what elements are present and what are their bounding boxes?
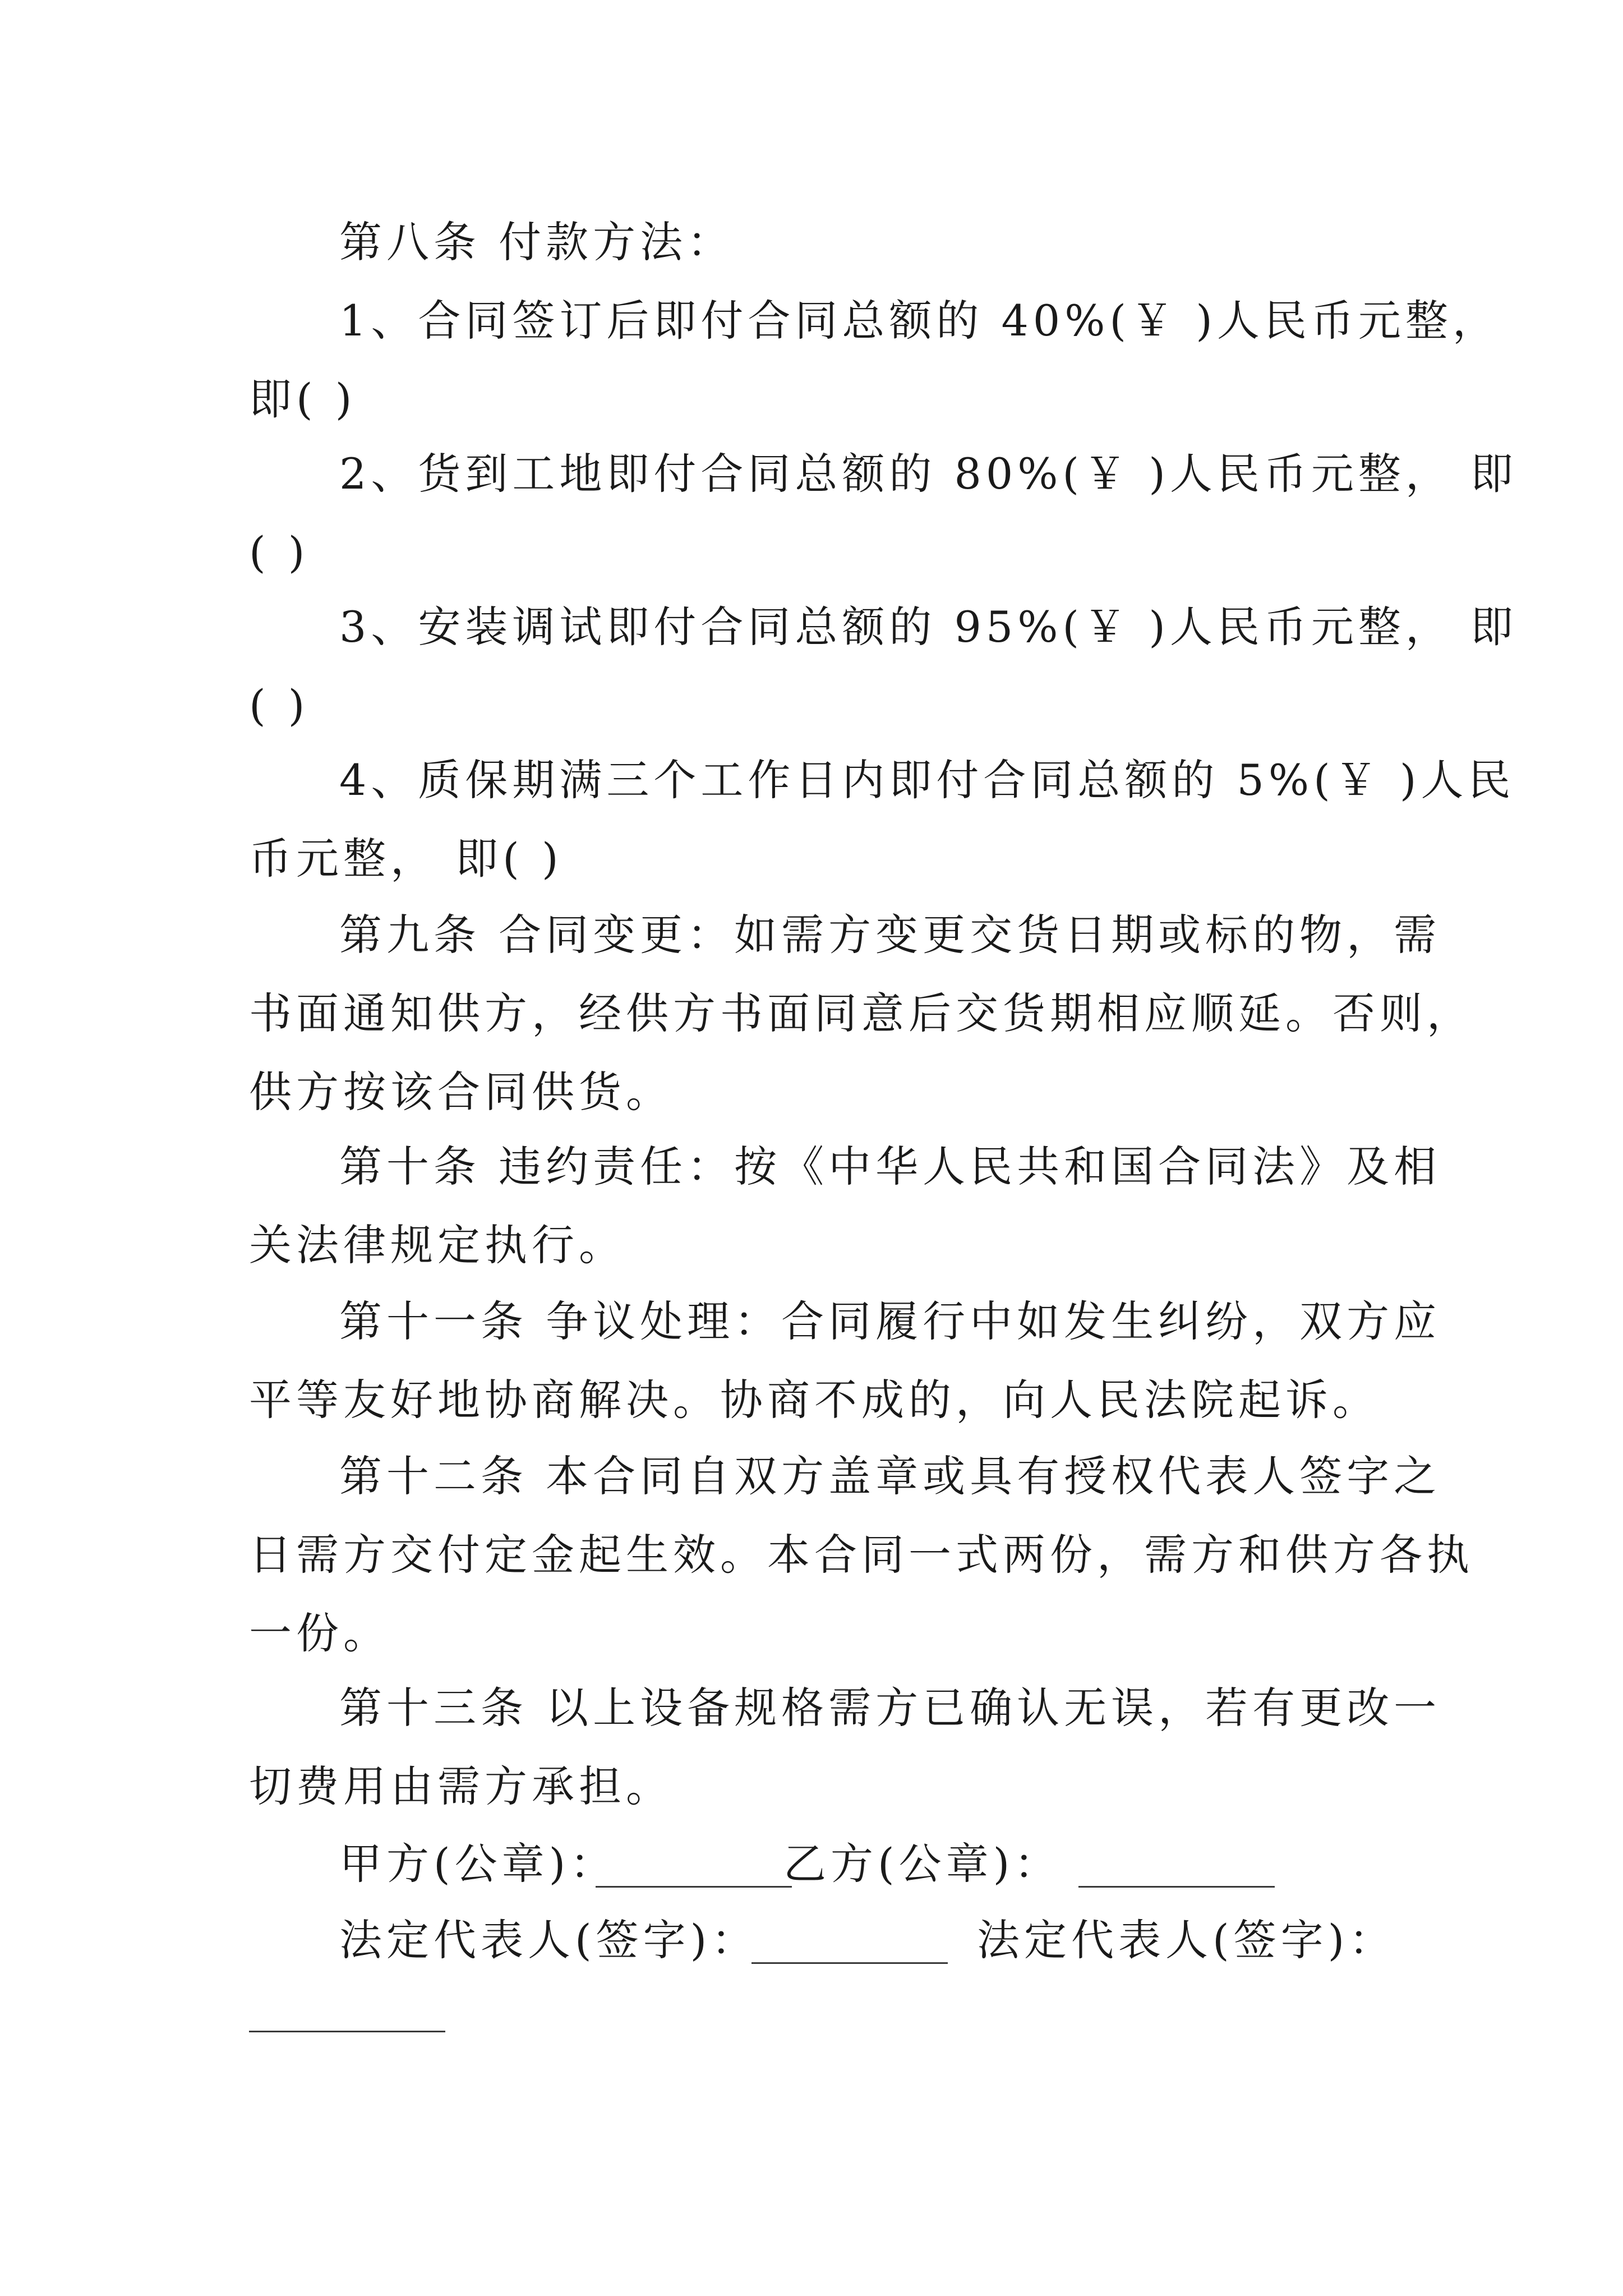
- article-9-cont-2: 供方按该合同供货。: [249, 1067, 673, 1117]
- party-b-seal-blank: [1078, 1886, 1275, 1888]
- article-12: 第十二条 本合同自双方盖章或具有授权代表人签字之: [339, 1451, 1441, 1501]
- party-a-rep-blank: [751, 1962, 948, 1964]
- article-9-cont-1: 书面通知供方，经供方书面同意后交货期相应顺延。否则，: [249, 988, 1474, 1038]
- article-10-cont: 关法律规定执行。: [249, 1220, 626, 1270]
- article-12-cont-1: 日需方交付定金起生效。本合同一式两份，需方和供方各执: [249, 1530, 1474, 1580]
- payment-clause-2: 2、货到工地即付合同总额的 80%(￥ )人民币元整， 即: [339, 449, 1518, 499]
- party-a-seal-label: 甲方(公章)：: [339, 1839, 617, 1889]
- party-b-rep-blank: [249, 2031, 445, 2032]
- payment-clause-2-cont: ( ): [249, 527, 310, 577]
- payment-clause-3: 3、安装调试即付合同总额的 95%(￥ )人民币元整， 即: [339, 602, 1518, 652]
- article-9: 第九条 合同变更：如需方变更交货日期或标的物，需: [339, 910, 1441, 960]
- representative-line: [0, 1901, 1623, 1980]
- article-11-cont: 平等友好地协商解决。协商不成的，向人民法院起诉。: [249, 1375, 1380, 1425]
- payment-clause-3-cont: ( ): [249, 680, 310, 730]
- payment-clause-4: 4、质保期满三个工作日内即付合同总额的 5%(￥ )人民: [339, 755, 1515, 805]
- article-10: 第十条 违约责任：按《中华人民共和国合同法》及相: [339, 1142, 1441, 1191]
- seal-line: [0, 1825, 1623, 1903]
- payment-clause-4-cont: 币元整， 即( ): [249, 834, 563, 884]
- payment-clause-1-cont: 即( ): [249, 374, 357, 424]
- party-a-rep-label: 法定代表人(签字)：: [339, 1915, 759, 1965]
- article-11: 第十一条 争议处理：合同履行中如发生纠纷，双方应: [339, 1296, 1441, 1346]
- party-b-rep-label: 法定代表人(签字)：: [977, 1915, 1396, 1965]
- article-8-heading: 第八条 付款方法：: [339, 217, 735, 267]
- party-a-seal-blank: [596, 1886, 792, 1888]
- party-b-seal-label: 乙方(公章)：: [783, 1839, 1062, 1889]
- article-13: 第十三条 以上设备规格需方已确认无误，若有更改一: [339, 1683, 1441, 1733]
- payment-clause-1: 1、合同签订后即付合同总额的 40%(￥ )人民币元整，: [339, 296, 1500, 346]
- article-12-cont-2: 一份。: [249, 1608, 390, 1658]
- article-13-cont: 切费用由需方承担。: [249, 1761, 673, 1811]
